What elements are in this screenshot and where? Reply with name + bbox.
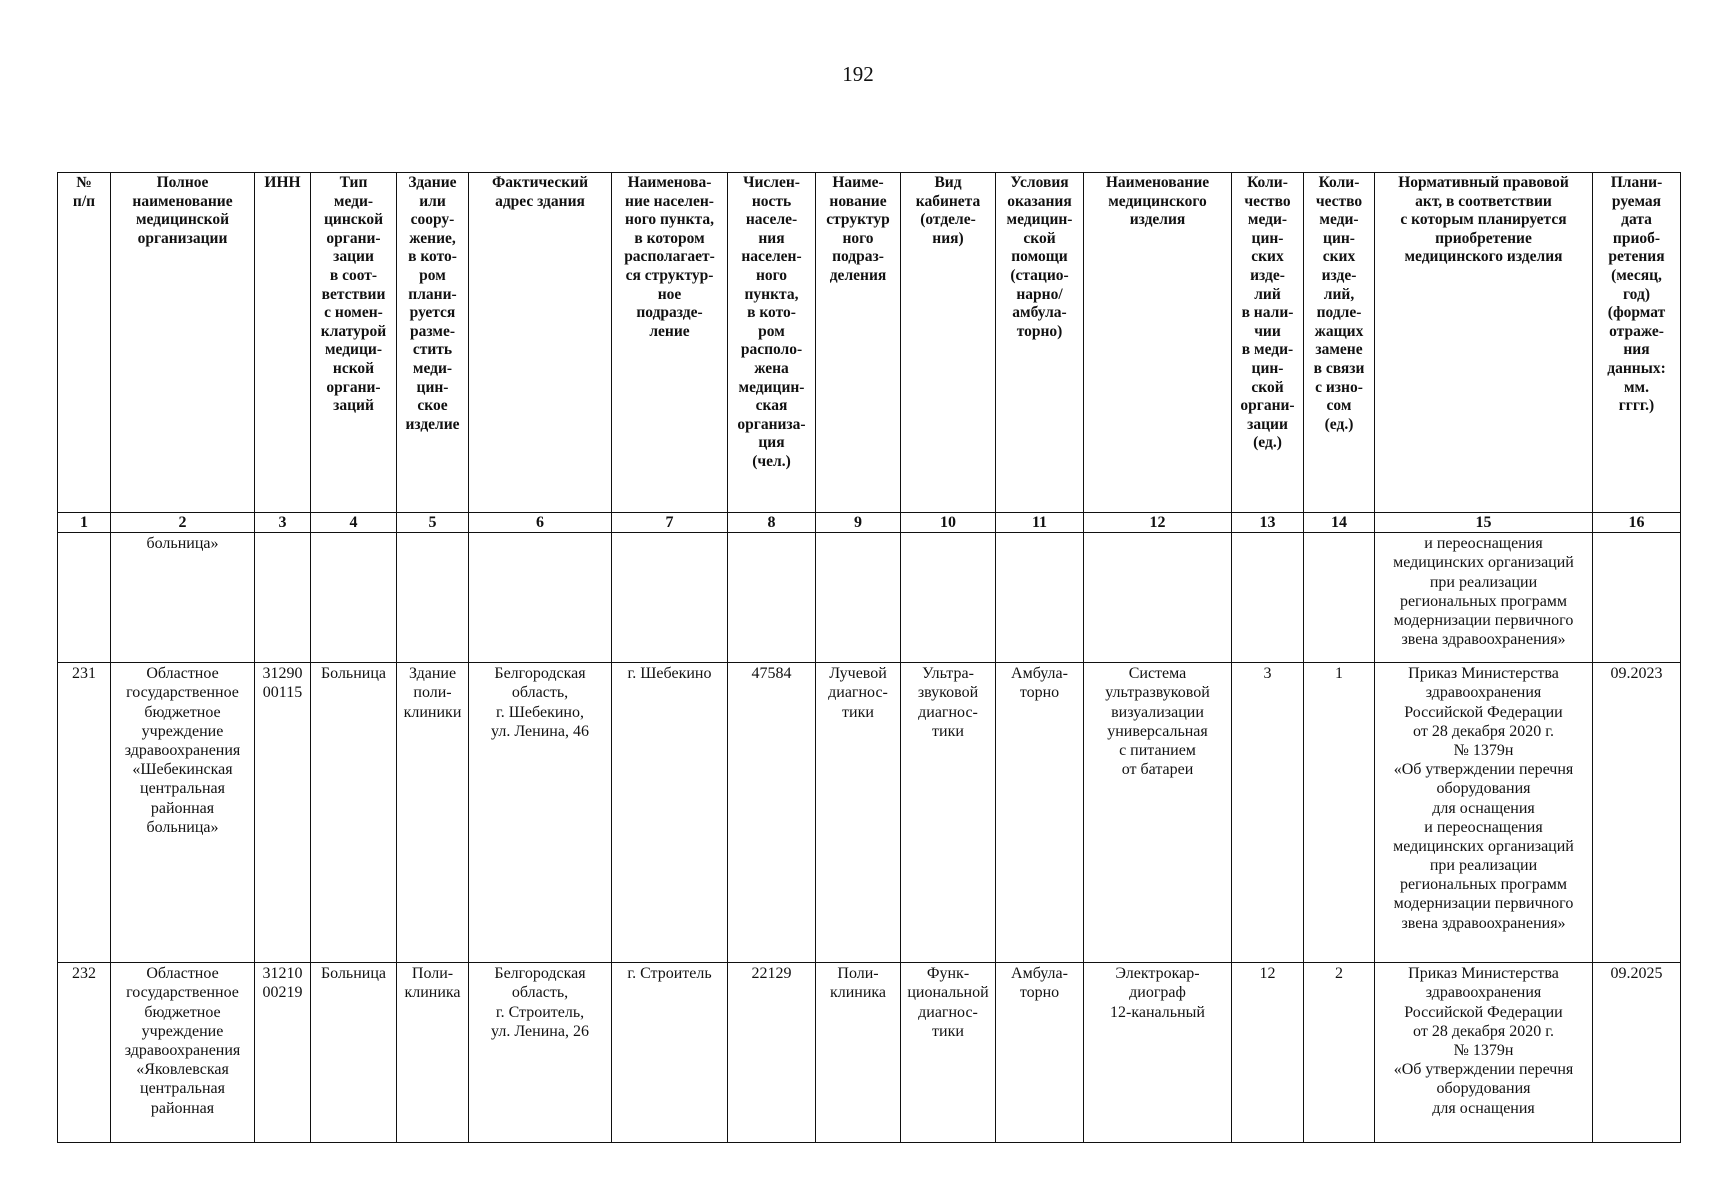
cell-conditions: Амбула- торно — [996, 963, 1084, 1143]
header-cell: ИНН — [255, 173, 311, 513]
cell-org: Областное государственное бюджетное учреждение здравоохранения «Шебекинская центральная районная больница» — [111, 663, 255, 963]
column-number-row — [58, 513, 1681, 533]
page-number: 192 — [842, 62, 874, 86]
cell-building: Здание поли- клиники — [397, 663, 469, 963]
cell-act: и переоснащения медицинских организаций при реализации региональных программ модернизации первичного звена здравоохранения» — [1375, 533, 1593, 663]
cell-cabinet: Ультра- звуковой диагнос- тики — [901, 663, 996, 963]
column-number: 3 — [255, 513, 311, 533]
column-number: 13 — [1232, 513, 1304, 533]
table-row — [58, 963, 1681, 1143]
cell-type — [311, 533, 397, 663]
cell-device: Система ультразвуковой визуализации универсальная с питанием от батареи — [1084, 663, 1232, 963]
column-number: 7 — [612, 513, 728, 533]
cell-population: 47584 — [728, 663, 816, 963]
header-cell: Нормативный правовой акт, в соответствии с которым планируется приобретение медицинского изделия — [1375, 173, 1593, 513]
cell-unit — [816, 533, 901, 663]
header-cell: Наименование медицинского изделия — [1084, 173, 1232, 513]
cell-qty-replace — [1304, 533, 1375, 663]
header-cell: Наиме- нование структур ного подраз- деления — [816, 173, 901, 513]
cell-num: 231 — [58, 663, 111, 963]
cell-conditions: Амбула- торно — [996, 663, 1084, 963]
equipment-table — [57, 172, 1681, 1143]
header-cell: Здание или соору- жение, в кото- ром плани- руется разме- стить меди- цин- ское изделие — [397, 173, 469, 513]
column-number: 5 — [397, 513, 469, 533]
cell-org: больница» — [111, 533, 255, 663]
cell-inn: 31290 00115 — [255, 663, 311, 963]
cell-unit: Лучевой диагнос- тики — [816, 663, 901, 963]
cell-address: Белгородская область, г. Шебекино, ул. Ленина, 46 — [469, 663, 612, 963]
cell-type: Больница — [311, 963, 397, 1143]
column-number: 11 — [996, 513, 1084, 533]
column-number: 12 — [1084, 513, 1232, 533]
cell-date: 09.2023 — [1593, 663, 1681, 963]
cell-qty-available: 3 — [1232, 663, 1304, 963]
header-cell: Тип меди- цинской органи- зации в соот- ветствии с номен- клатурой медици- нской органи- заций — [311, 173, 397, 513]
cell-address: Белгородская область, г. Строитель, ул. Ленина, 26 — [469, 963, 612, 1143]
cell-address — [469, 533, 612, 663]
header-cell: Вид кабинета (отделе- ния) — [901, 173, 996, 513]
cell-org: Областное государственное бюджетное учреждение здравоохранения «Яковлевская центральная районная — [111, 963, 255, 1143]
header-cell: Плани- руемая дата приоб- ретения (месяц, год) (формат отраже- ния данных: мм. гггг.) — [1593, 173, 1681, 513]
cell-num: 232 — [58, 963, 111, 1143]
header-cell: Условия оказания медицин- ской помощи (стацио- нарно/ амбула- торно) — [996, 173, 1084, 513]
cell-device: Электрокар- диограф 12-канальный — [1084, 963, 1232, 1143]
column-number: 16 — [1593, 513, 1681, 533]
column-number: 6 — [469, 513, 612, 533]
cell-qty-replace: 1 — [1304, 663, 1375, 963]
column-number: 1 — [58, 513, 111, 533]
table-row-continuation — [58, 533, 1681, 663]
cell-act: Приказ Министерства здравоохранения Российской Федерации от 28 декабря 2020 г. № 1379н «Об утверждении перечня оборудования для оснащения — [1375, 963, 1593, 1143]
header-cell: Числен- ность населе- ния населен- ного пункта, в кото- ром располо- жена медицин- ская организа- ция (чел.) — [728, 173, 816, 513]
cell-cabinet — [901, 533, 996, 663]
cell-num — [58, 533, 111, 663]
column-number: 4 — [311, 513, 397, 533]
cell-settlement — [612, 533, 728, 663]
header-cell: Коли- чество меди- цин- ских изде- лий, подле- жащих замене в связи с изно- сом (ед.) — [1304, 173, 1375, 513]
header-cell: Фактический адрес здания — [469, 173, 612, 513]
column-number: 15 — [1375, 513, 1593, 533]
column-number: 9 — [816, 513, 901, 533]
cell-type: Больница — [311, 663, 397, 963]
cell-settlement: г. Строитель — [612, 963, 728, 1143]
column-number: 8 — [728, 513, 816, 533]
column-number: 14 — [1304, 513, 1375, 533]
cell-qty-available: 12 — [1232, 963, 1304, 1143]
cell-inn — [255, 533, 311, 663]
cell-cabinet: Функ- циональной диагнос- тики — [901, 963, 996, 1143]
cell-qty-replace: 2 — [1304, 963, 1375, 1143]
cell-conditions — [996, 533, 1084, 663]
cell-unit: Поли- клиника — [816, 963, 901, 1143]
cell-inn: 31210 00219 — [255, 963, 311, 1143]
header-cell: Коли- чество меди- цин- ских изде- лий в нали- чии в меди- цин- ской органи- зации (ед.) — [1232, 173, 1304, 513]
cell-building: Поли- клиника — [397, 963, 469, 1143]
header-cell: Наименова- ние населен- ного пункта, в котором располагает- ся структур- ное подразде- ление — [612, 173, 728, 513]
cell-date: 09.2025 — [1593, 963, 1681, 1143]
cell-building — [397, 533, 469, 663]
table-row — [58, 663, 1681, 963]
header-cell: Полное наименование медицинской организации — [111, 173, 255, 513]
column-number: 2 — [111, 513, 255, 533]
cell-settlement: г. Шебекино — [612, 663, 728, 963]
cell-device — [1084, 533, 1232, 663]
header-row — [58, 173, 1681, 513]
cell-population: 22129 — [728, 963, 816, 1143]
column-number: 10 — [901, 513, 996, 533]
header-cell: № п/п — [58, 173, 111, 513]
cell-population — [728, 533, 816, 663]
cell-date — [1593, 533, 1681, 663]
cell-qty-available — [1232, 533, 1304, 663]
cell-act: Приказ Министерства здравоохранения Российской Федерации от 28 декабря 2020 г. № 1379н «Об утверждении перечня оборудования для оснащения и переоснащения медицинских организаций при реализации региональных программ модернизации первичного звена здравоохранения» — [1375, 663, 1593, 963]
